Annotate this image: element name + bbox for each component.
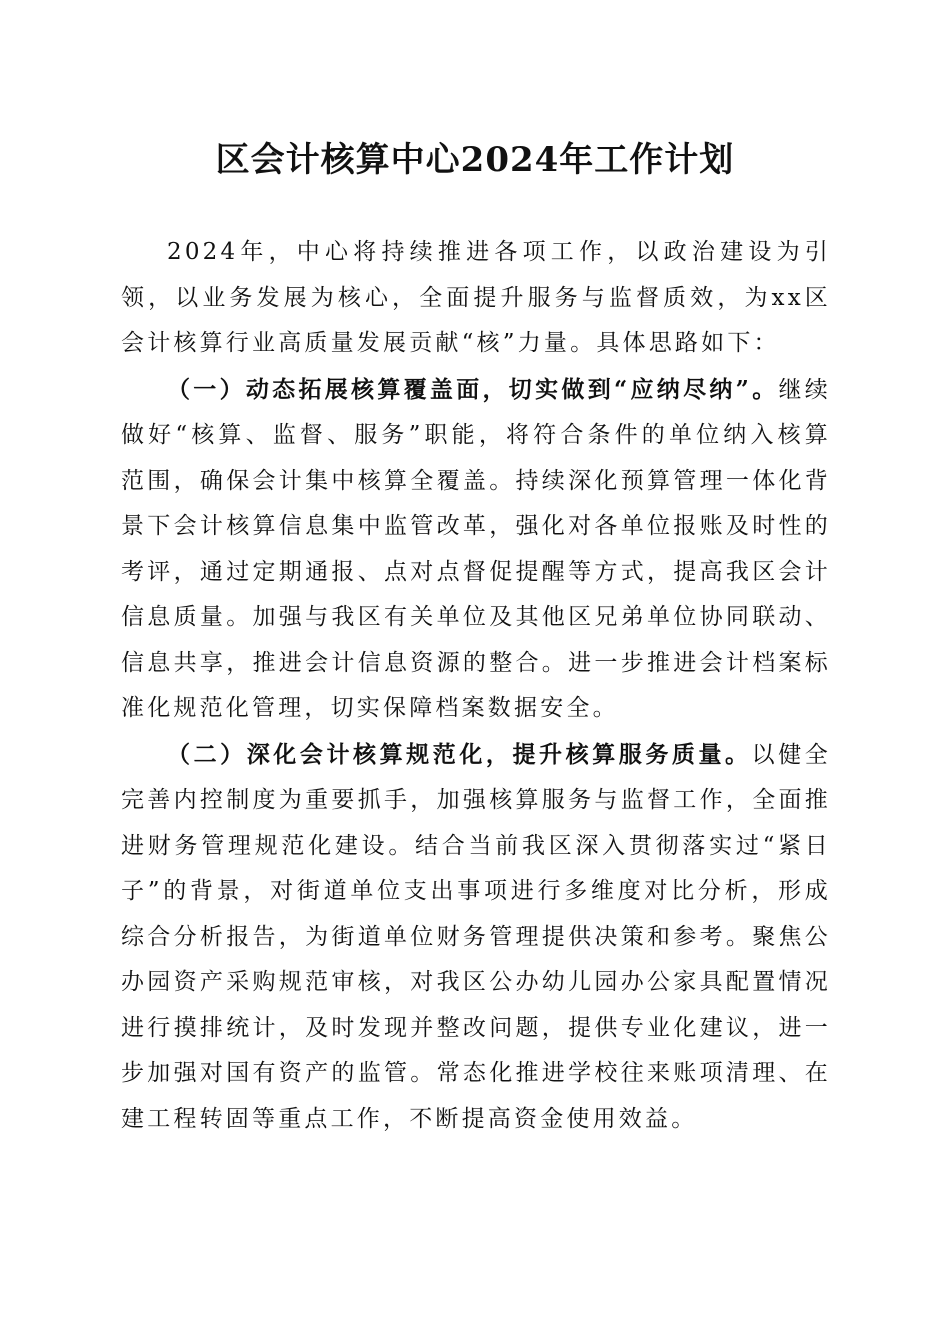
section-2-paragraph [121, 732, 831, 1143]
section-1-paragraph [121, 367, 831, 732]
section-2-body: 以健全完善内控制度为重要抓手，加强核算服务与监督工作，全面推进财务管理规范化建设。结合当前我区深入贯彻落实过“紧日子”的背景，对街道单位支出事项进行多维度对比分析，形成综合分析报告，为街道单位财务管理提供决策和参考。聚焦公办园资产采购规范审核，对我区公办幼儿园办公家具配置情况进行摸排统计，及时发现并整改问题，提供专业化建议，进一步加强对国有资产的监管。常态化推进学校往来账项清理、在建工程转固等重点工作，不断提高资金使用效益。 [121, 741, 831, 1132]
document-body [121, 230, 831, 1142]
intro-paragraph: 2024年，中心将持续推进各项工作，以政治建设为引领，以业务发展为核心，全面提升服务与监督质效，为xx区会计核算行业高质量发展贡献“核”力量。具体思路如下： [121, 239, 831, 356]
section-1-body: 继续做好“核算、监督、服务”职能，将符合条件的单位纳入核算范围，确保会计集中核算全覆盖。持续深化预算管理一体化背景下会计核算信息集中监管改革，强化对各单位报账及时性的考评，通过定期通报、点对点督促提醒等方式，提高我区会计信息质量。加强与我区有关单位及其他区兄弟单位协同联动、信息共享，推进会计信息资源的整合。进一步推进会计档案标准化规范化管理，切实保障档案数据安全。 [121, 376, 831, 721]
section-2-heading: （二）深化会计核算规范化，提升核算服务质量。 [167, 740, 752, 768]
document-title: 区会计核算中心2024年工作计划 [215, 140, 735, 180]
section-1-heading: （一）动态拓展核算覆盖面，切实做到“应纳尽纳”。 [167, 375, 779, 403]
